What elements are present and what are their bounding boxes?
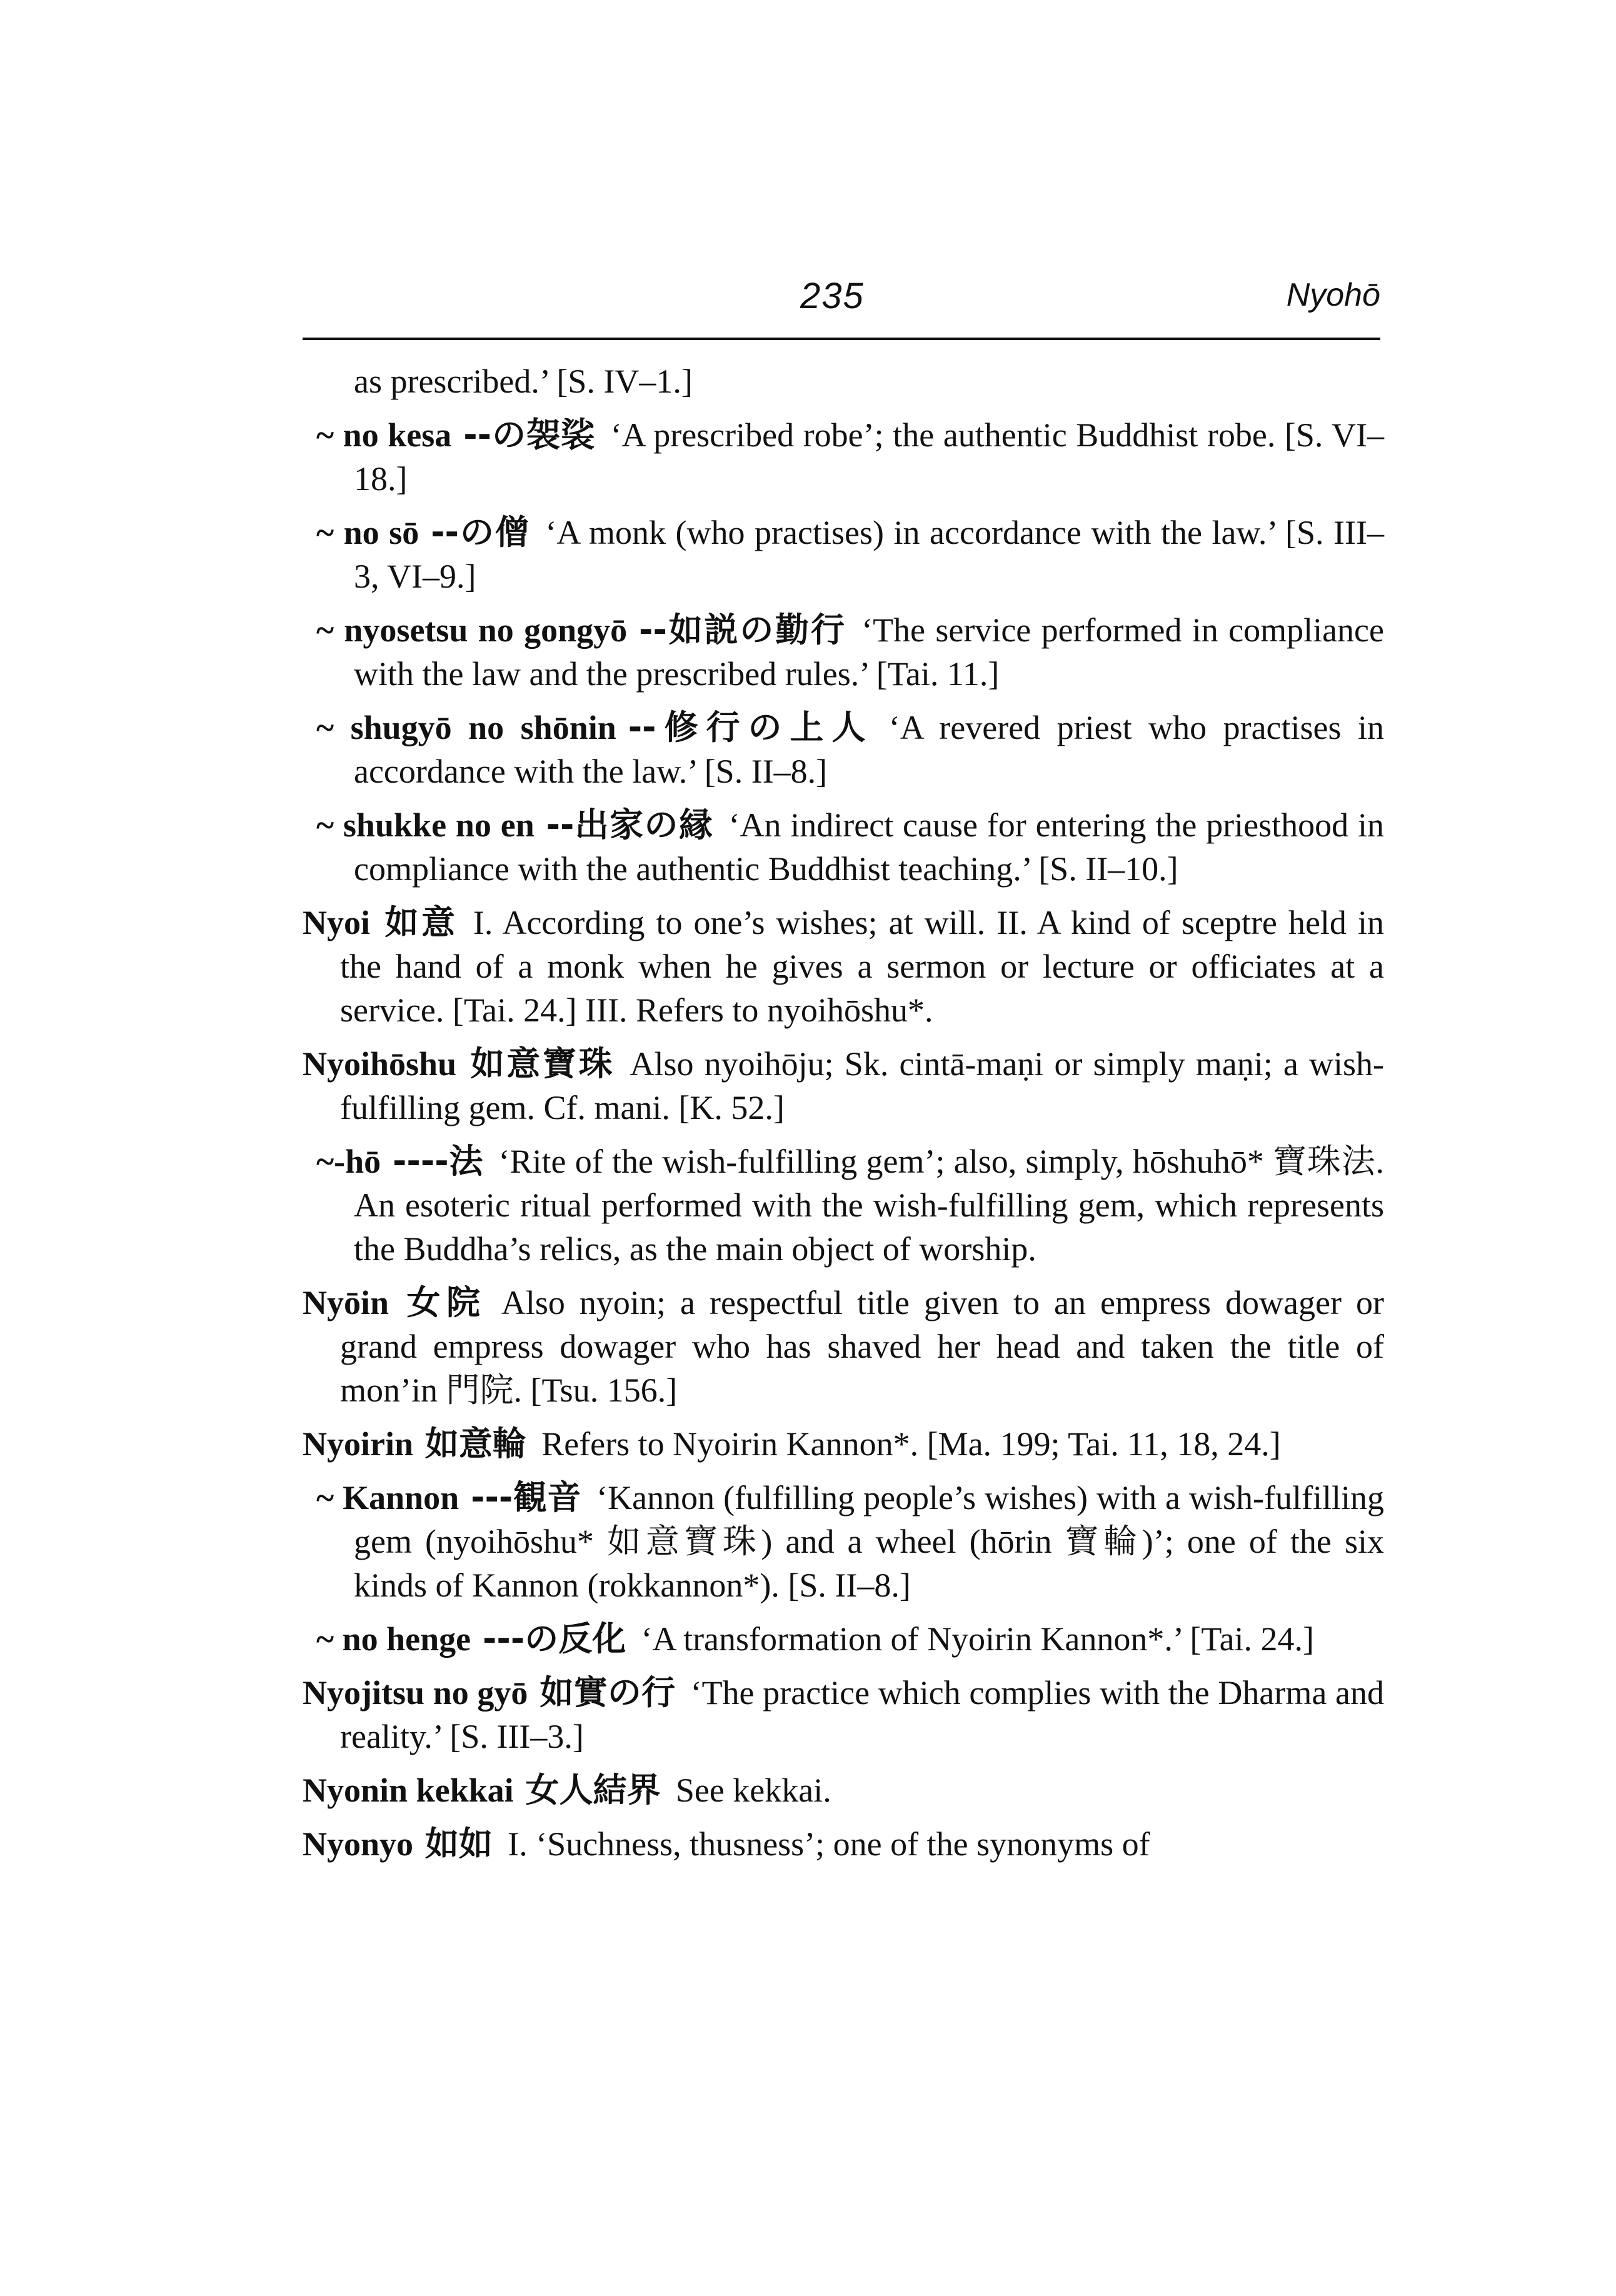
entry-definition: Also nyoihōju; Sk. cintā-maṇi or simply maṇi; a wish-fulfilling gem. Cf. mani. [K. 52.] [340, 1045, 1384, 1126]
entry-definition: ‘A transformation of Nyoirin Kannon*.’ [Tai. 24.] [641, 1620, 1315, 1658]
entry-definition: Also nyoin; a respectful title given to an empress dowager or grand empress dowager who has shaved her head and taken the title of mon’in 門院. [Tsu. 156.] [340, 1284, 1384, 1409]
entry-definition: Refers to Nyoirin Kannon*. [Ma. 199; Tai. 11, 18, 24.] [541, 1425, 1281, 1463]
entry-nyoin [303, 1281, 1384, 1412]
entry-definition: I. According to one’s wishes; at will. II. A kind of sceptre held in the hand of a monk when he gives a sermon or lecture or officiates at a service. [Tai. 24.] III. Refers to nyoihōshu*. [340, 904, 1384, 1029]
entry-definition: ‘An indirect cause for entering the priesthood in compliance with the authentic Buddhist teaching.’ [S. II–10.] [354, 806, 1384, 888]
entry-definition: ‘A prescribed robe’; the authentic Buddhist robe. [S. VI–18.] [354, 416, 1384, 498]
entry-kanji: 如意輪 [424, 1424, 526, 1463]
entry-headword: Nyoi [303, 904, 370, 941]
entry-kanji: 如意 [381, 903, 458, 942]
entry-kanji: --の僧 [431, 513, 531, 552]
entry-headword: ~ no sō [316, 514, 419, 551]
entry-definition: ‘A monk (who practises) in accordance with the law.’ [S. III–3, VI–9.] [354, 514, 1384, 595]
entry-headword: Nyonin kekkai [303, 1772, 514, 1809]
header-rule [303, 338, 1380, 340]
entry-nyoihoshu [303, 1042, 1384, 1130]
entry-kanji: --修行の上人 [628, 708, 874, 747]
entry-continuation [316, 359, 1384, 403]
entry-definition: ‘The practice which complies with the Dharma and reality.’ [S. III–3.] [340, 1674, 1385, 1755]
entry-kanji: --出家の縁 [546, 805, 714, 845]
entry-nyoi [303, 901, 1384, 1032]
entry-nyojitsu-no-gyo [303, 1671, 1384, 1758]
entry-headword: Nyonyo [303, 1825, 414, 1863]
entry-kanji: 如實の行 [540, 1673, 676, 1712]
entry-kanji: ----法 [393, 1141, 484, 1181]
page-number: 235 [800, 276, 865, 316]
entry-headword: ~ no kesa [316, 416, 452, 454]
entry-headword: ~ Kannon [316, 1479, 459, 1516]
entry-headword: ~ no henge [316, 1620, 471, 1658]
entry-nyonin-kekkai [303, 1768, 1384, 1812]
entry-kannon [316, 1476, 1384, 1607]
page-header [303, 275, 1380, 331]
entry-definition: I. ‘Suchness, thusness’; one of the synonyms of [508, 1825, 1150, 1863]
entry-headword: ~ shukke no en [316, 806, 534, 844]
entry-definition: See kekkai. [675, 1772, 831, 1809]
entry-no-henge [316, 1617, 1384, 1661]
entry-kanji: ---の反化 [483, 1619, 626, 1658]
entry-kanji: --の袈裟 [463, 415, 596, 454]
entry-ho [316, 1140, 1384, 1271]
entry-definition: ‘Kannon (fulfilling people’s wishes) with a wish-fulfilling gem (nyoihōshu* 如意寶珠) and a wheel (hōrin 寶輪)’; one of the six kinds of Kannon (rokkannon*). [S. II–8.] [354, 1479, 1384, 1604]
entry-headword: ~ nyosetsu no gongyō [316, 611, 628, 649]
entry-definition: ‘Rite of the wish-fulfilling gem’; also, simply, hōshuhō* 寶珠法. An esoteric ritual performed with the wish-fulfilling gem, which represents the Buddha’s relics, as the main object of worship. [354, 1143, 1384, 1268]
entry-headword: Nyoirin [303, 1425, 414, 1463]
entry-headword: ~ shugyō no shōnin [316, 709, 616, 746]
entry-kanji: ---観音 [471, 1478, 581, 1517]
entry-kanji: 如如 [424, 1824, 493, 1863]
entry-definition: ‘The service performed in compliance with the law and the prescribed rules.’ [Tai. 11.] [354, 611, 1384, 693]
entry-no-kesa [316, 413, 1384, 501]
entry-headword: ~-hō [316, 1143, 381, 1180]
entry-nyoirin [303, 1422, 1384, 1466]
entry-definition: ‘A revered priest who practises in accordance with the law.’ [S. II–8.] [354, 709, 1385, 790]
entry-kanji: 如意寶珠 [468, 1044, 615, 1083]
entry-no-so [316, 511, 1384, 598]
entry-headword: Nyoihōshu [303, 1045, 457, 1083]
entry-nyonyo [303, 1822, 1384, 1866]
entry-shukke-no-en [316, 803, 1384, 891]
entry-shugyo-no-shonin [316, 706, 1384, 793]
entry-kanji: 女院 [400, 1283, 486, 1322]
entry-kanji: 女人結界 [525, 1770, 661, 1810]
entry-headword: Nyōin [303, 1284, 389, 1321]
running-head: Nyohō [1286, 277, 1380, 313]
entry-definition: as prescribed.’ [S. IV–1.] [354, 363, 693, 400]
entry-headword: Nyojitsu no gyō [303, 1674, 528, 1712]
entry-kanji: --如説の勤行 [639, 610, 846, 649]
entry-nyosetsu-no-gongyo [316, 608, 1384, 696]
entries-list [303, 359, 1384, 1876]
